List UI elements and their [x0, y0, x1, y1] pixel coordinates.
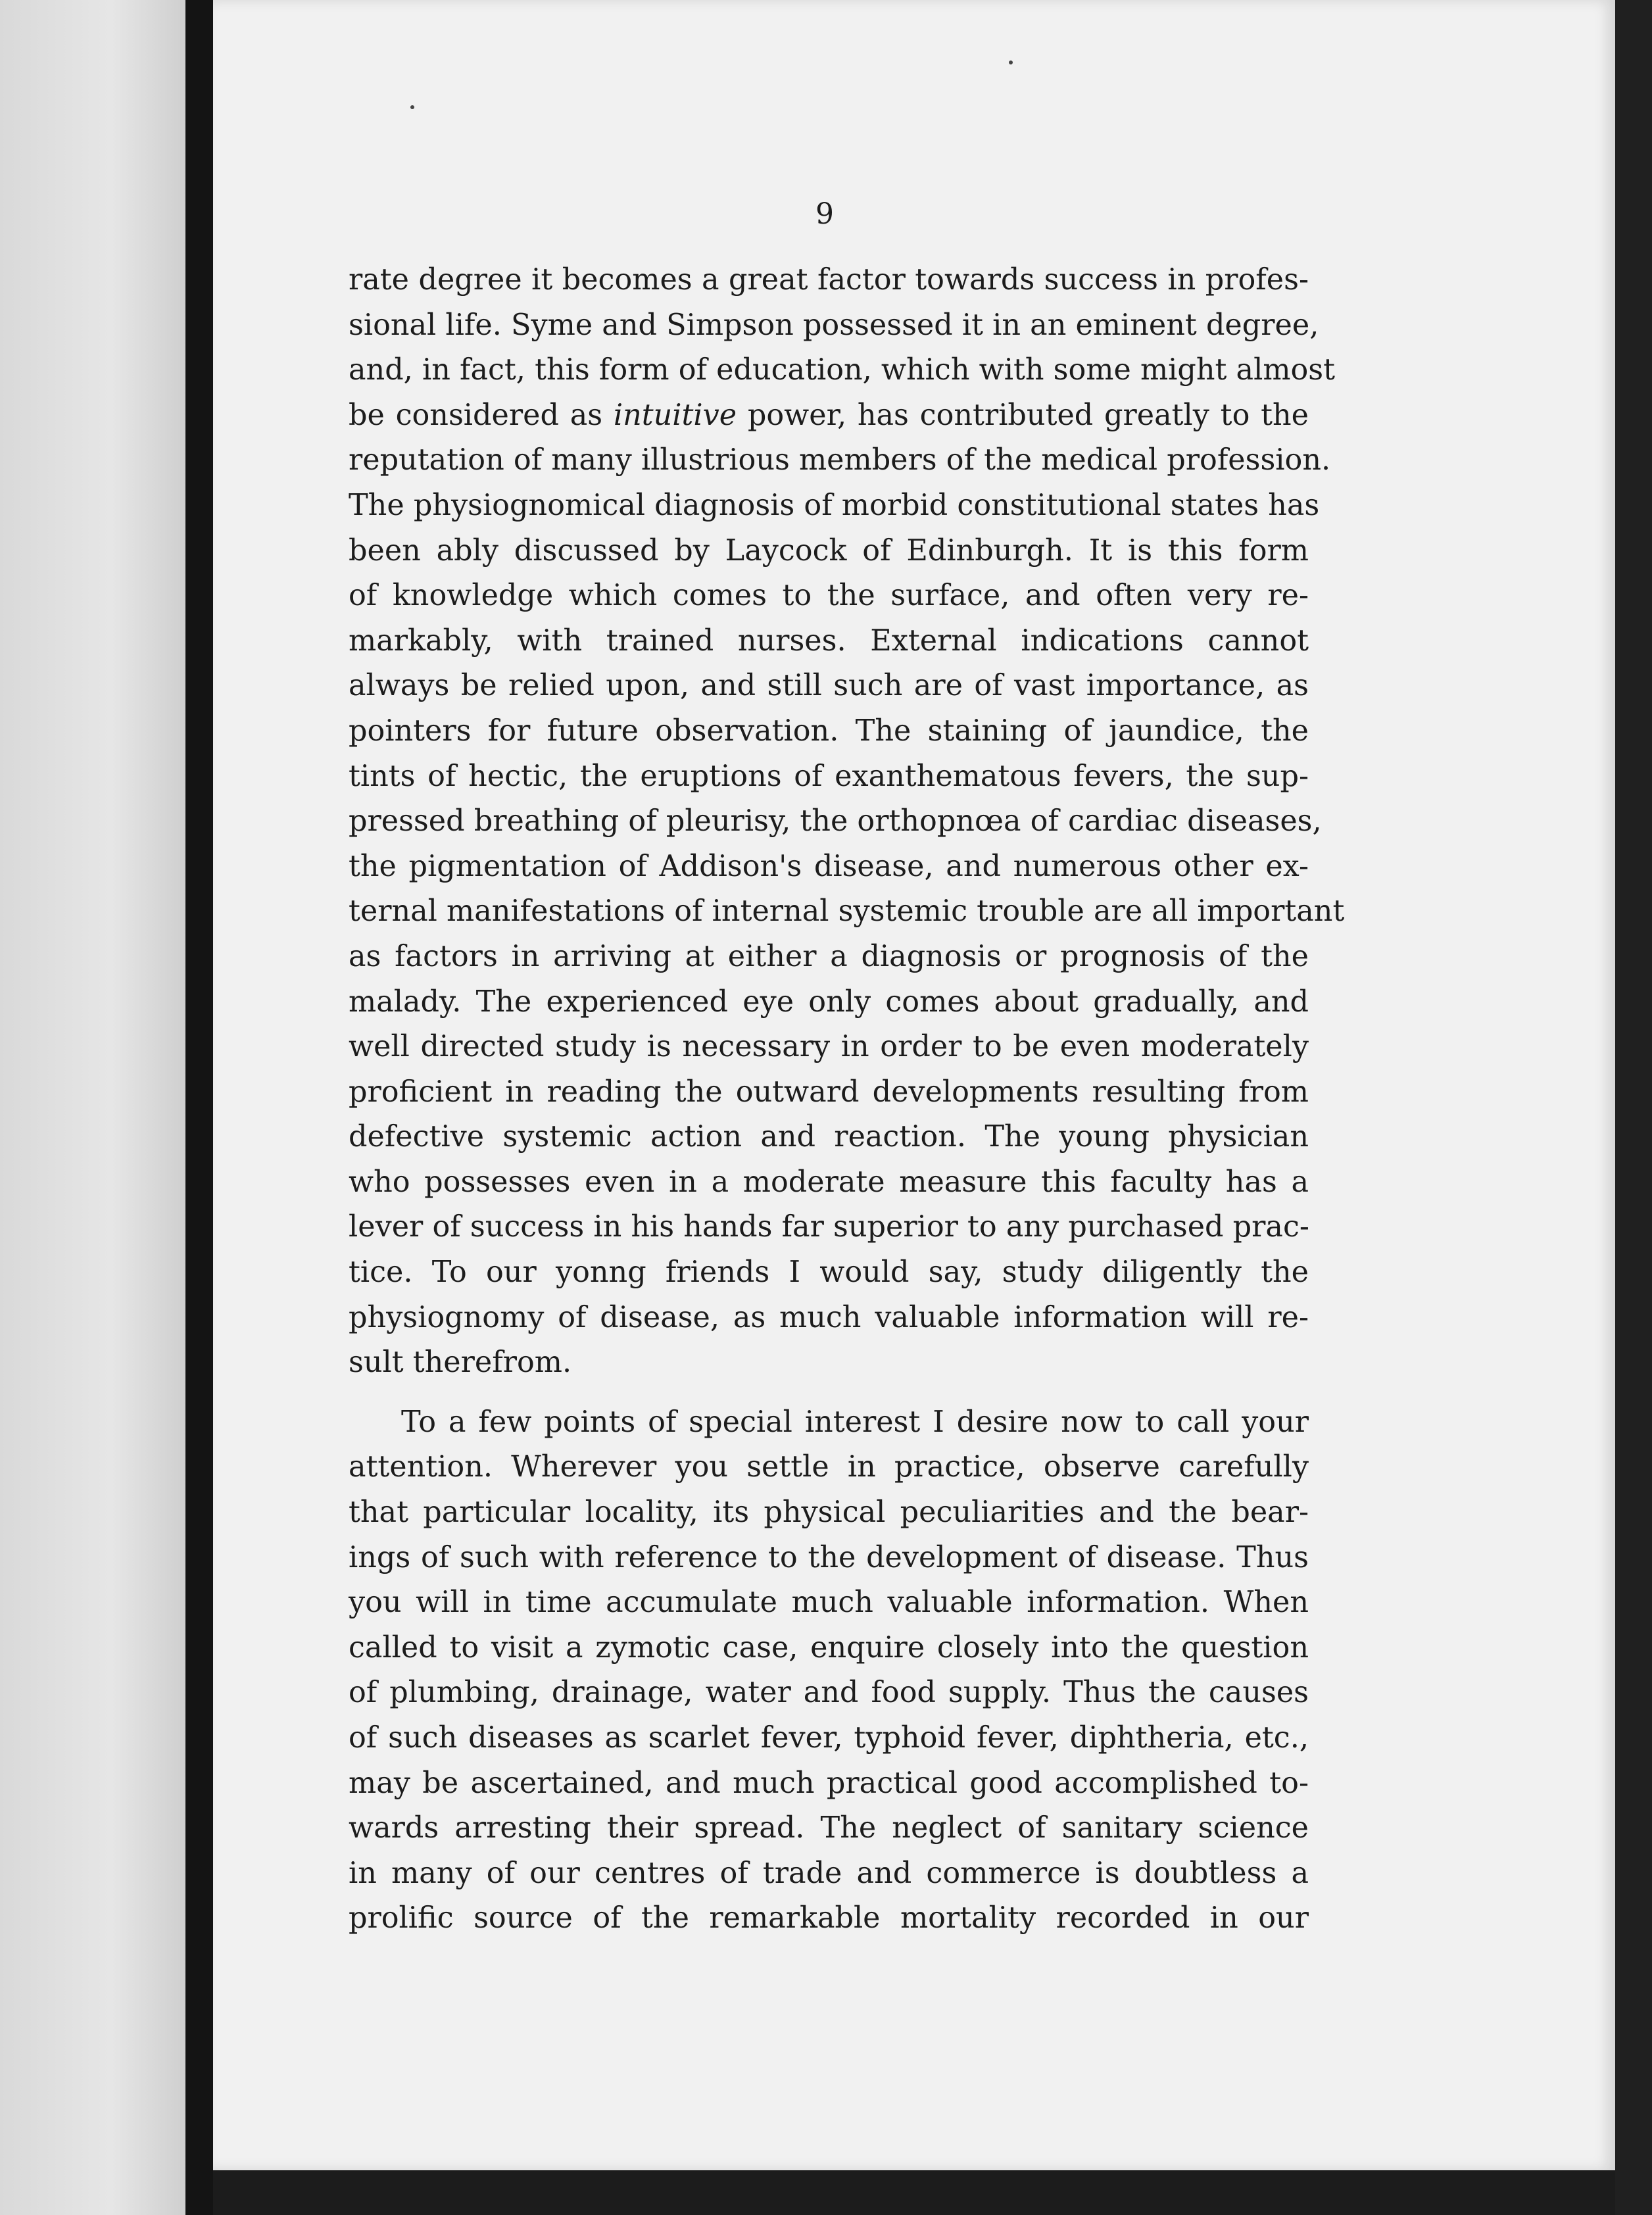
text-line: you will in time accumulate much valuable information. When	[349, 1586, 1309, 1620]
text-line: prolific source of the remarkable mortality recorded in our	[349, 1901, 1309, 1935]
paragraph-gap	[349, 1386, 1309, 1400]
text-line: been ably discussed by Laycock of Edinburgh. It is this form	[349, 533, 1309, 568]
scan-border-bottom	[213, 2170, 1615, 2215]
text-line: tints of hectic, the eruptions of exanthematous fevers, the sup-	[349, 759, 1309, 793]
body-text	[349, 258, 1345, 1941]
text-line: The physiognomical diagnosis of morbid constitutional states has	[349, 488, 1320, 522]
text-line: pressed breathing of pleurisy, the orthopnœa of cardiac diseases,	[349, 804, 1322, 839]
text-line: malady. The experienced eye only comes about gradually, and	[349, 985, 1309, 1019]
text-line: sult therefrom.	[349, 1346, 572, 1380]
text-line: defective systemic action and reaction. The young physician	[349, 1120, 1309, 1154]
text-line: may be ascertained, and much practical good accomplished to-	[349, 1766, 1309, 1800]
text-line: the pigmentation of Addison's disease, and numerous other ex-	[349, 849, 1309, 883]
text-line: wards arresting their spread. The neglect of sanitary science	[349, 1811, 1309, 1845]
text-line: markably, with trained nurses. External indications cannot	[349, 623, 1309, 658]
paragraph	[349, 1400, 1309, 1941]
text-line: To a few points of special interest I desire now to call your	[401, 1405, 1309, 1439]
text-line: of plumbing, drainage, water and food supply. Thus the causes	[349, 1676, 1309, 1710]
text-line: proficient in reading the outward developments resulting from	[349, 1075, 1309, 1109]
text-line: who possesses even in a moderate measure this faculty has a	[349, 1165, 1309, 1199]
text-line: of such diseases as scarlet fever, typhoid fever, diphtheria, etc.,	[349, 1721, 1309, 1755]
text-line: of knowledge which comes to the surface, and often very re-	[349, 579, 1309, 613]
text-line: ings of such with reference to the development of disease. Thus	[349, 1540, 1309, 1574]
text-line: called to visit a zymotic case, enquire closely into the question	[349, 1630, 1309, 1665]
binding-gutter	[185, 0, 213, 2215]
text-line: that particular locality, its physical peculiarities and the bear-	[349, 1496, 1309, 1530]
text-line: well directed study is necessary in order to be even moderately	[349, 1030, 1309, 1064]
text-line: and, in fact, this form of education, which with some might almost	[349, 353, 1336, 387]
text-line: lever of success in his hands far superior to any purchased prac-	[349, 1210, 1309, 1244]
text-line: tice. To our yonng friends I would say, study diligently the	[349, 1255, 1309, 1290]
text-line: reputation of many illustrious members of the medical profession.	[349, 443, 1331, 477]
text-line: ternal manifestations of internal systemic trouble are all important	[349, 894, 1345, 929]
scan-speck	[410, 105, 414, 109]
text-line: attention. Wherever you settle in practice, observe carefully	[349, 1450, 1309, 1484]
text-line: pointers for future observation. The staining of jaundice, the	[349, 714, 1309, 748]
text-line: sional life. Syme and Simpson possessed it in an eminent degree,	[349, 308, 1319, 342]
scan-border-right	[1615, 0, 1652, 2215]
text-line: always be relied upon, and still such are of vast importance, as	[349, 669, 1309, 703]
paragraph	[349, 258, 1345, 1386]
page-number: 9	[815, 197, 834, 231]
text-line: as factors in arriving at either a diagnosis or prognosis of the	[349, 939, 1309, 973]
previous-page-edge	[0, 0, 185, 2215]
text-line: in many of our centres of trade and commerce is doubtless a	[349, 1856, 1309, 1890]
scan-speck	[1009, 61, 1013, 64]
text-line: be considered as intuitive power, has contributed greatly to the	[349, 398, 1309, 432]
text-line: rate degree it becomes a great factor towards success in profes-	[349, 263, 1309, 297]
text-line: physiognomy of disease, as much valuable information will re-	[349, 1300, 1309, 1334]
